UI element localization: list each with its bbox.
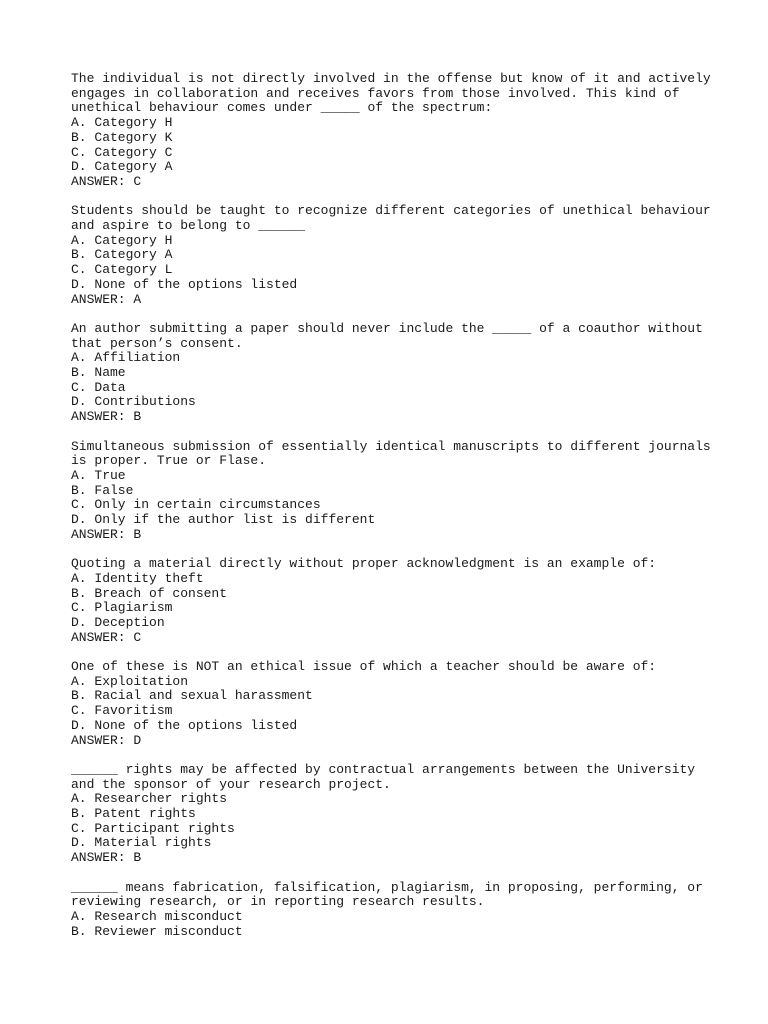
option-c: C. Only in certain circumstances [71, 497, 321, 513]
option-b: B. Category A [71, 247, 173, 263]
document-page [71, 72, 711, 954]
option-d: D. Only if the author list is different [71, 512, 376, 528]
question-text: ______ means fabrication, falsification, plagiarism, in proposing, performing, or reviewing research, or in reporting research results. [71, 879, 703, 910]
option-c: C. Plagiarism [71, 600, 173, 616]
answer-line: ANSWER: C [71, 629, 142, 645]
question-text: An author submitting a paper should never include the _____ of a coauthor without that person’s consent. [71, 320, 703, 351]
question-text: Simultaneous submission of essentially identical manuscripts to different journals is proper. True or Flase. [71, 438, 711, 469]
option-c: C. Category L [71, 262, 173, 278]
option-d: D. None of the options listed [71, 717, 298, 733]
option-a: A. Exploitation [71, 673, 189, 689]
question-block [71, 440, 711, 543]
option-a: A. Category H [71, 115, 173, 131]
option-a: A. Category H [71, 232, 173, 248]
question-block [71, 72, 711, 190]
option-d: D. Category A [71, 159, 173, 175]
question-block [71, 881, 711, 940]
option-b: B. Name [71, 365, 126, 381]
answer-line: ANSWER: D [71, 732, 142, 748]
option-c: C. Favoritism [71, 703, 173, 719]
option-a: A. True [71, 467, 126, 483]
answer-line: ANSWER: B [71, 409, 142, 425]
option-b: B. Patent rights [71, 806, 196, 822]
question-text: Quoting a material directly without proper acknowledgment is an example of: [71, 556, 657, 572]
option-a: A. Research misconduct [71, 908, 243, 924]
question-block [71, 557, 711, 645]
question-text: One of these is NOT an ethical issue of which a teacher should be aware of: [71, 659, 657, 675]
option-d: D. Material rights [71, 835, 212, 851]
option-b: B. Racial and sexual harassment [71, 688, 313, 704]
option-a: A. Identity theft [71, 570, 204, 586]
question-block [71, 660, 711, 748]
option-d: D. Deception [71, 614, 165, 630]
option-a: A. Affiliation [71, 350, 181, 366]
question-text: The individual is not directly involved in the offense but know of it and actively engages in collaboration and receives favors from those involved. This kind of unethical behaviour comes under _____ of the spectrum: [71, 71, 711, 116]
option-a: A. Researcher rights [71, 791, 228, 807]
option-c: C. Participant rights [71, 820, 235, 836]
question-block [71, 322, 711, 425]
option-b: B. Breach of consent [71, 585, 228, 601]
option-b: B. Reviewer misconduct [71, 923, 243, 939]
question-block [71, 204, 711, 307]
option-d: D. Contributions [71, 394, 196, 410]
option-c: C. Category C [71, 144, 173, 160]
question-text: ______ rights may be affected by contractual arrangements between the University and the sponsor of your research project. [71, 761, 696, 792]
question-block [71, 763, 711, 866]
answer-line: ANSWER: C [71, 173, 142, 189]
option-c: C. Data [71, 379, 126, 395]
answer-line: ANSWER: A [71, 291, 142, 307]
option-b: B. Category K [71, 129, 173, 145]
option-b: B. False [71, 482, 134, 498]
option-d: D. None of the options listed [71, 276, 298, 292]
answer-line: ANSWER: B [71, 526, 142, 542]
answer-line: ANSWER: B [71, 850, 142, 866]
question-text: Students should be taught to recognize different categories of unethical behaviour and aspire to belong to ______ [71, 203, 711, 234]
